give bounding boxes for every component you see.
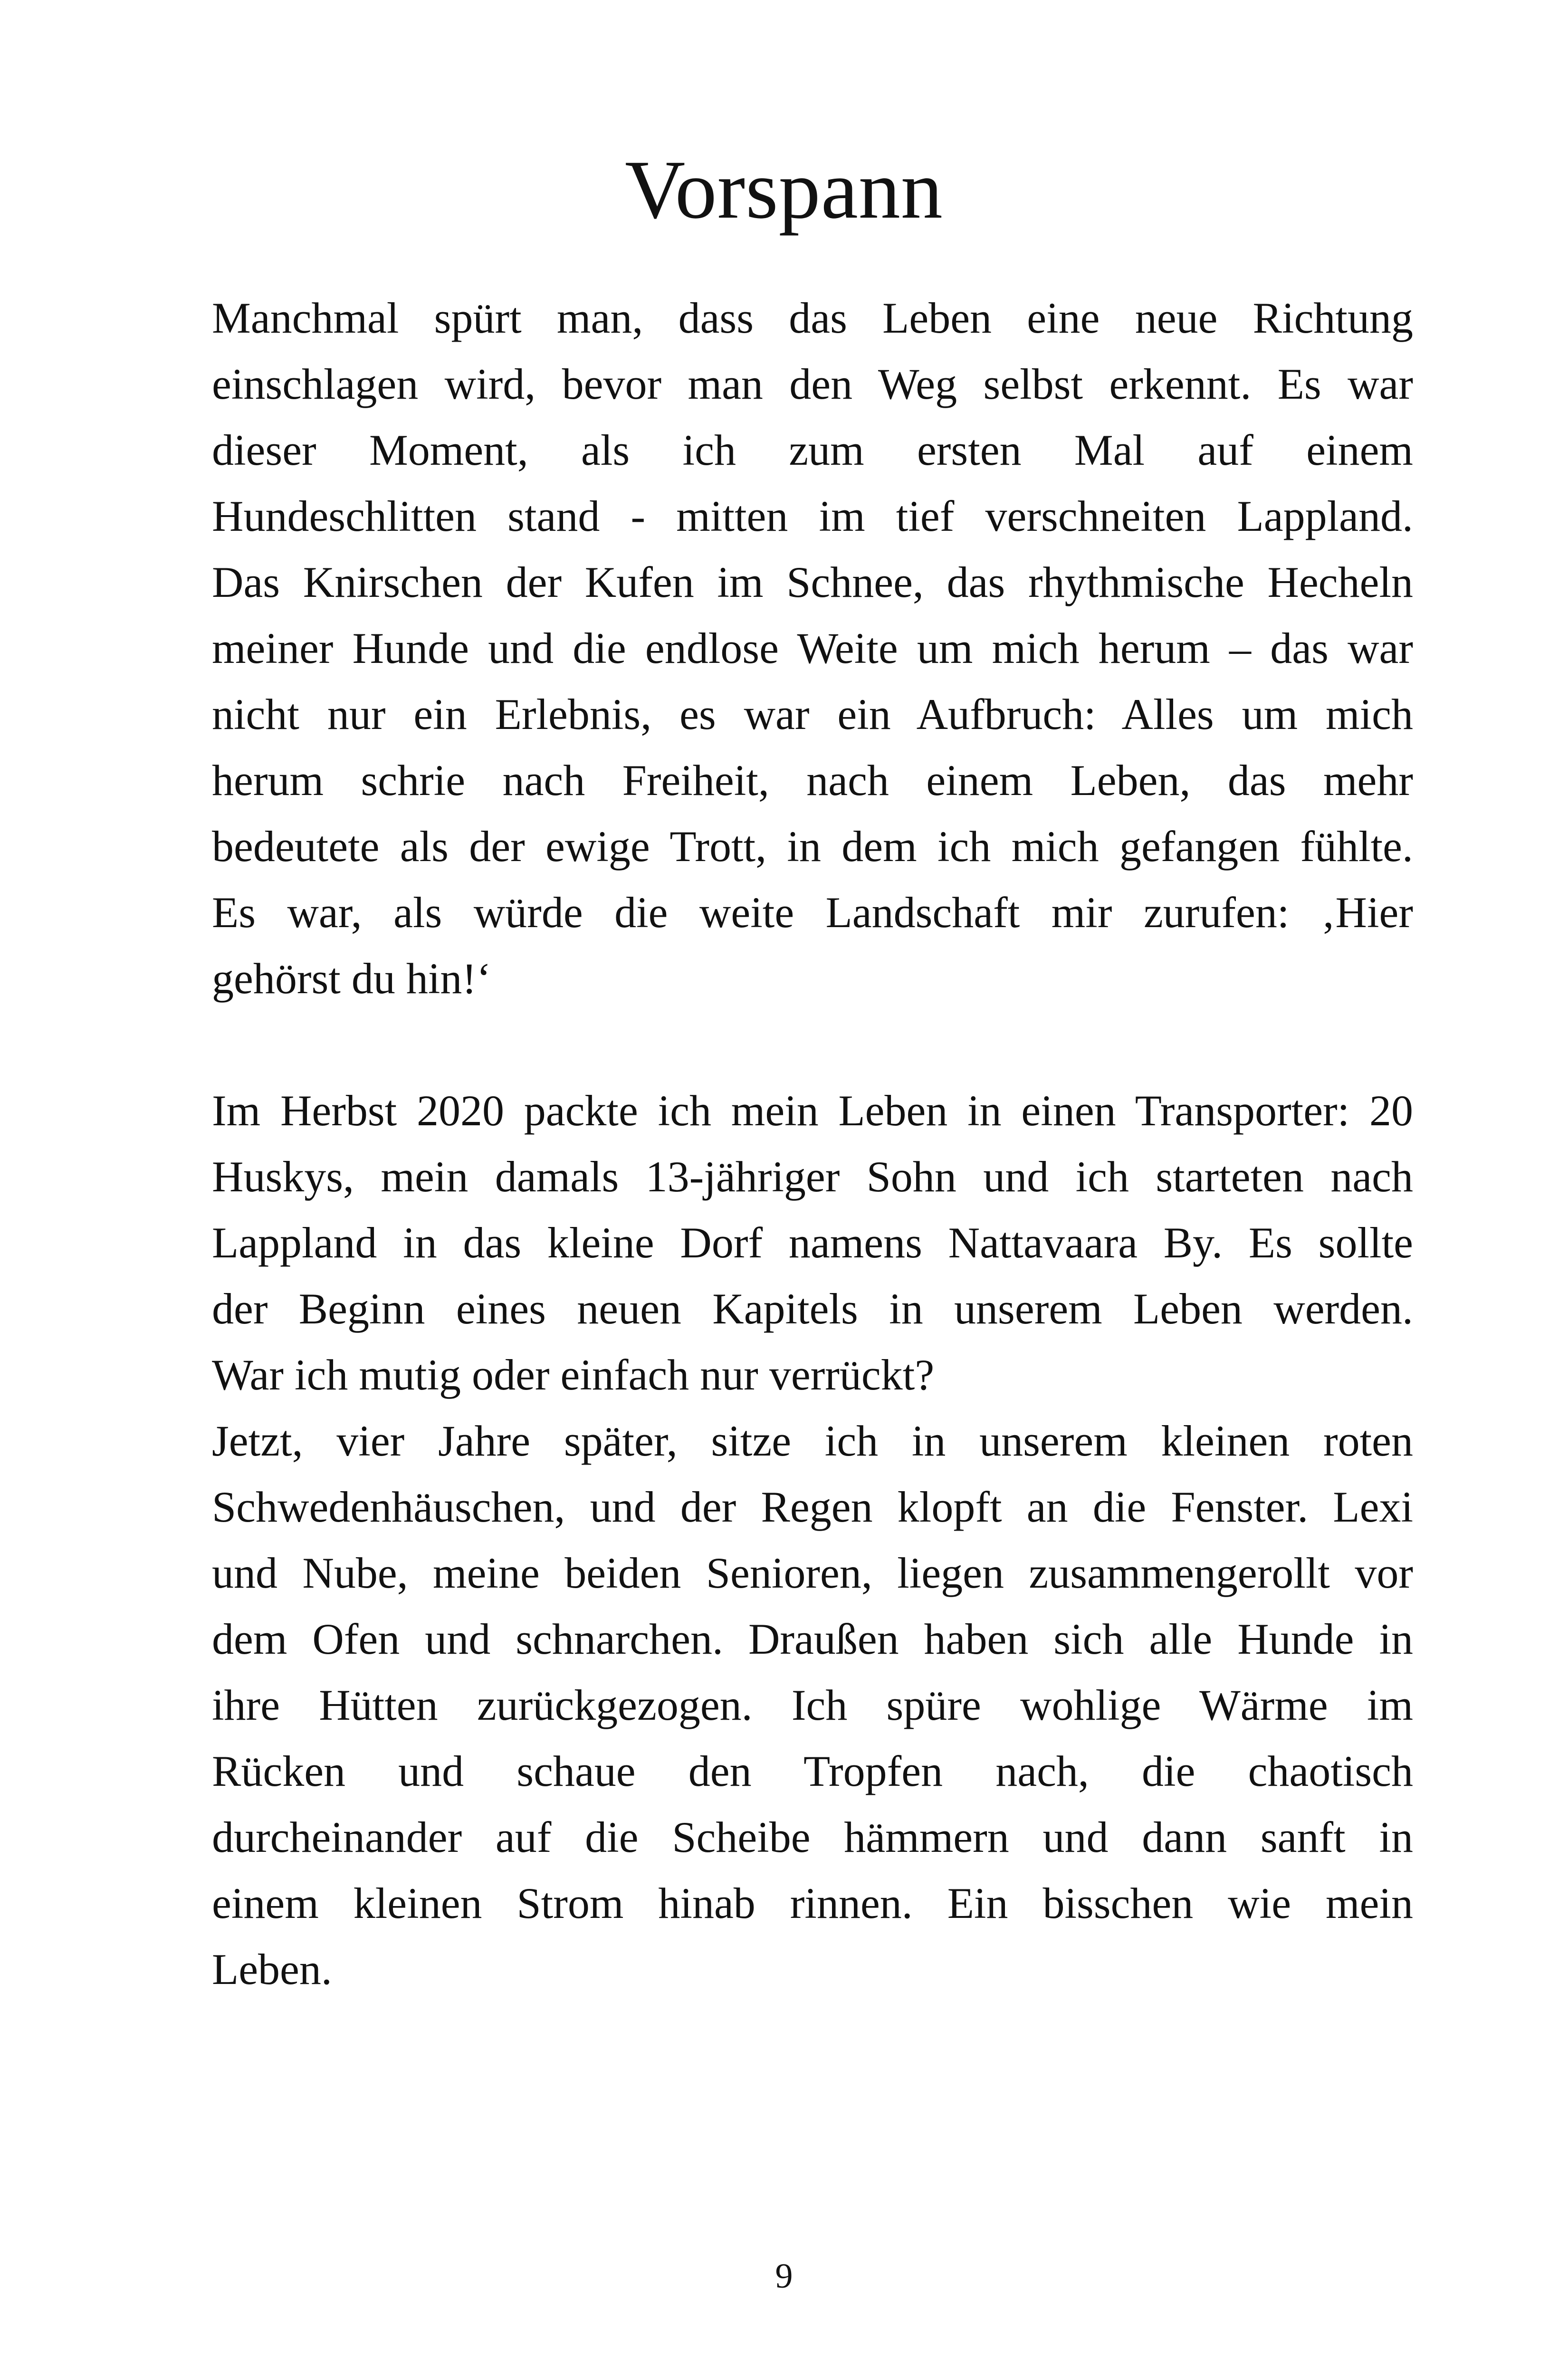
text-line: Manchmal spürt man, dass das Leben eine neue Richtung bbox=[212, 294, 1413, 342]
text-line: und Nube, meine beiden Senioren, liegen zusammengerollt vor bbox=[212, 1549, 1413, 1597]
text-line: der Beginn eines neuen Kapitels in unserem Leben werden. bbox=[212, 1284, 1413, 1333]
chapter-title: Vorspann bbox=[625, 144, 943, 236]
body-text bbox=[212, 285, 1413, 2002]
text-line: herum schrie nach Freiheit, nach einem Leben, das mehr bbox=[212, 756, 1413, 805]
text-line: einschlagen wird, bevor man den Weg selbst erkennt. Es war bbox=[212, 360, 1413, 408]
paragraph-2 bbox=[212, 1078, 1413, 1408]
text-line: nicht nur ein Erlebnis, es war ein Aufbruch: Alles um mich bbox=[212, 690, 1413, 738]
text-line: dieser Moment, als ich zum ersten Mal auf einem bbox=[212, 426, 1413, 474]
text-line: Es war, als würde die weite Landschaft mir zurufen: ‚Hier bbox=[212, 888, 1413, 937]
text-line: gehörst du hin!‘ bbox=[212, 954, 491, 1003]
text-line: meiner Hunde und die endlose Weite um mich herum – das war bbox=[212, 624, 1413, 672]
text-line: Lappland in das kleine Dorf namens Nattavaara By. Es sollte bbox=[212, 1218, 1413, 1267]
text-line: einem kleinen Strom hinab rinnen. Ein bisschen wie mein bbox=[212, 1879, 1413, 1927]
paragraph-3 bbox=[212, 1408, 1413, 2002]
text-line: bedeutete als der ewige Trott, in dem ich mich gefangen fühlte. bbox=[212, 822, 1413, 871]
paragraph-spacer bbox=[212, 1012, 1413, 1078]
text-line: ihre Hütten zurückgezogen. Ich spüre wohlige Wärme im bbox=[212, 1681, 1413, 1729]
text-line: Leben. bbox=[212, 1945, 332, 1993]
text-line: Schwedenhäuschen, und der Regen klopft an die Fenster. Lexi bbox=[212, 1483, 1413, 1531]
text-line: Huskys, mein damals 13-jähriger Sohn und ich starteten nach bbox=[212, 1152, 1413, 1201]
text-line: Im Herbst 2020 packte ich mein Leben in einen Transporter: 20 bbox=[212, 1086, 1413, 1135]
text-line: durcheinander auf die Scheibe hämmern und dann sanft in bbox=[212, 1813, 1413, 1861]
text-line: War ich mutig oder einfach nur verrückt? bbox=[212, 1351, 935, 1399]
paragraph-1 bbox=[212, 285, 1413, 1012]
text-line: Jetzt, vier Jahre später, sitze ich in unserem kleinen roten bbox=[212, 1417, 1413, 1465]
text-line: dem Ofen und schnarchen. Draußen haben sich alle Hunde in bbox=[212, 1615, 1413, 1663]
page-number: 9 bbox=[775, 2257, 793, 2296]
text-line: Rücken und schaue den Tropfen nach, die chaotisch bbox=[212, 1747, 1413, 1795]
text-line: Hundeschlitten stand - mitten im tief verschneiten Lappland. bbox=[212, 492, 1413, 540]
text-line: Das Knirschen der Kufen im Schnee, das rhythmische Hecheln bbox=[212, 558, 1413, 606]
